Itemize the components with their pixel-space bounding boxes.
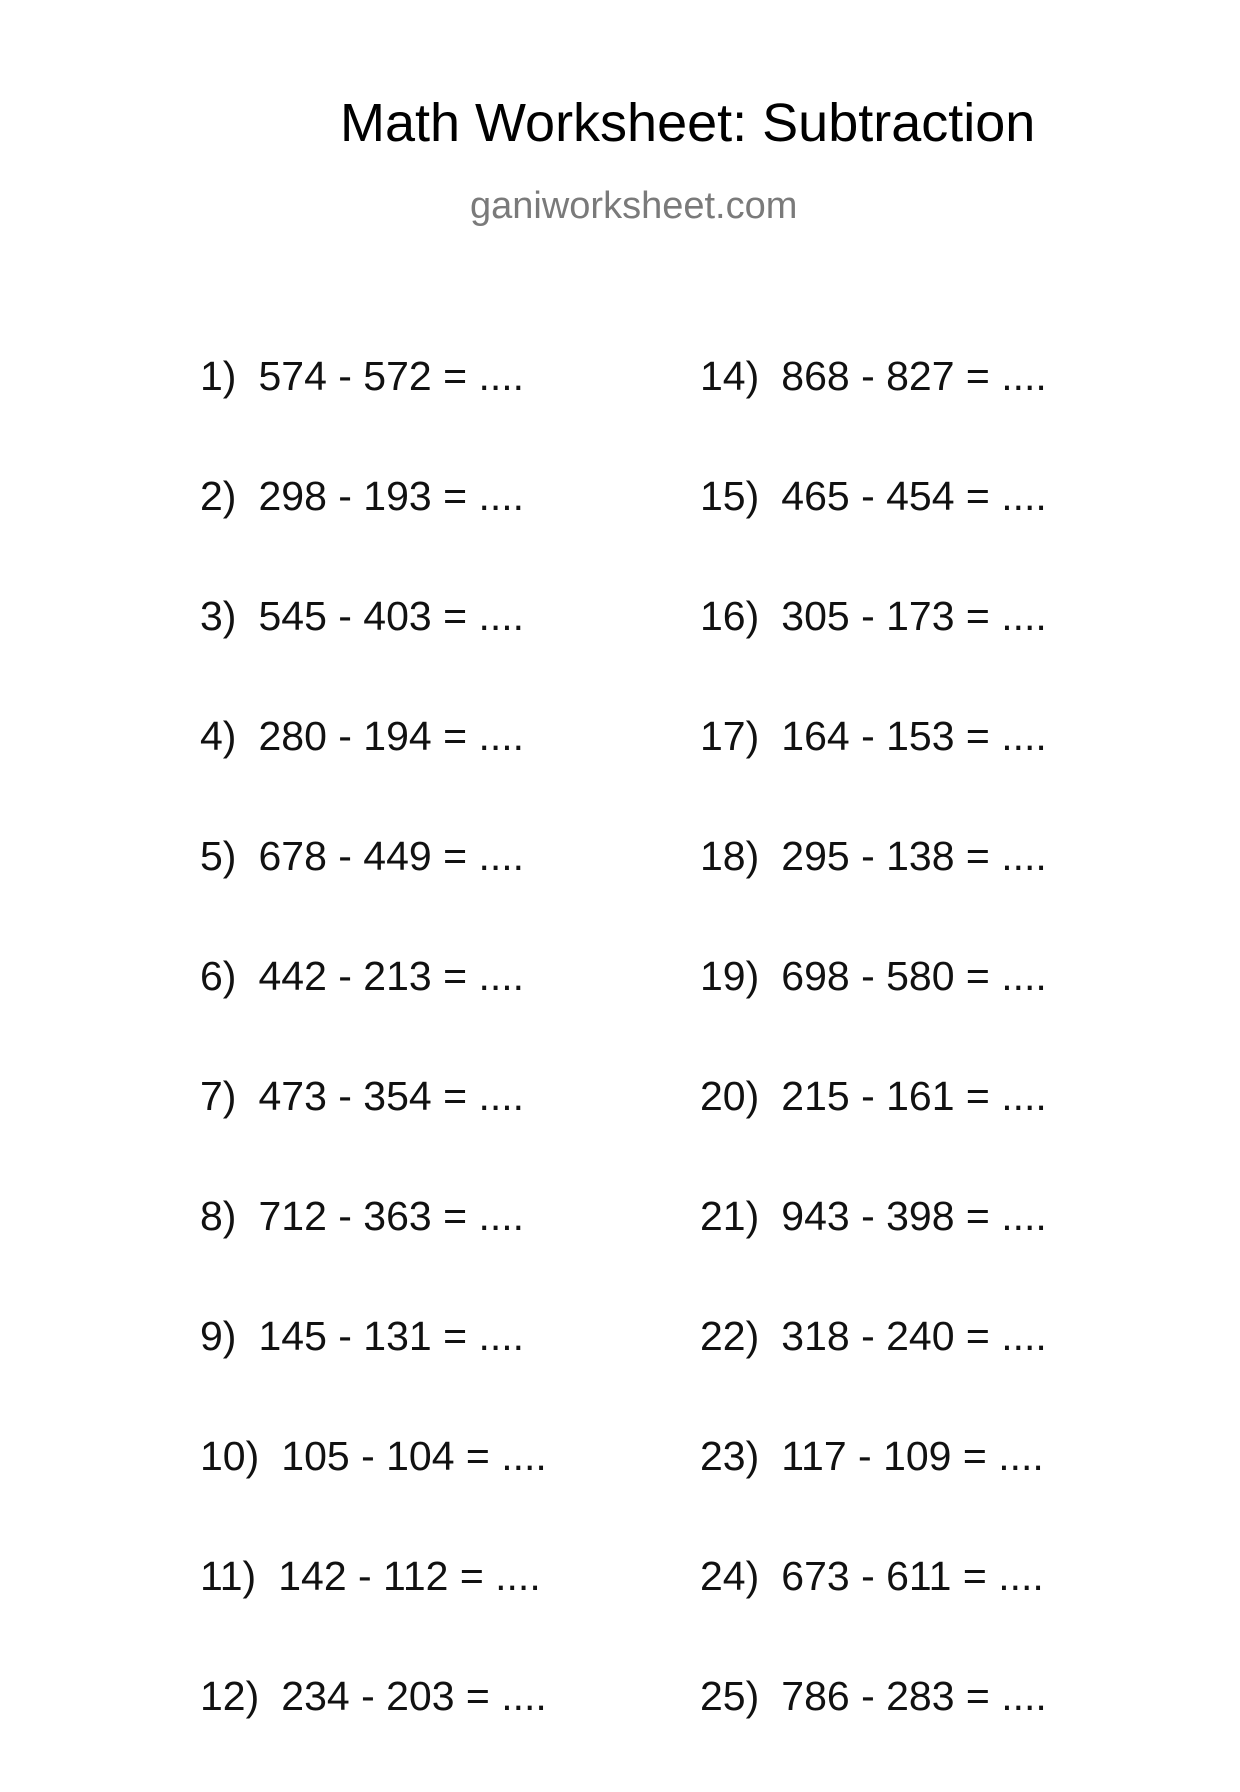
worksheet-title: Math Worksheet: Subtraction: [340, 93, 1036, 153]
problem-item: [700, 352, 1047, 472]
problem-expression: 142 - 112 = ....: [278, 1553, 541, 1599]
problem-item: [200, 712, 547, 832]
problem-number: 17): [700, 713, 760, 759]
problem-expression: 678 - 449 = ....: [258, 833, 525, 879]
problem-item: [700, 1432, 1047, 1552]
problem-number: 23): [700, 1433, 760, 1479]
problem-item: [700, 952, 1047, 1072]
problem-item: [700, 1192, 1047, 1312]
problem-item: [200, 472, 547, 592]
problem-number: 6): [200, 953, 237, 999]
problem-item: [700, 592, 1047, 712]
problem-item: [700, 832, 1047, 952]
problem-expression: 298 - 193 = ....: [258, 473, 525, 519]
problem-number: 8): [200, 1193, 237, 1239]
problem-number: 2): [200, 473, 237, 519]
problem-number: 11): [200, 1553, 257, 1599]
problem-expression: 943 - 398 = ....: [781, 1193, 1047, 1239]
problem-expression: 164 - 153 = ....: [781, 713, 1047, 759]
problem-expression: 712 - 363 = ....: [258, 1193, 525, 1239]
problem-item: [200, 1072, 547, 1192]
problem-item: [700, 1312, 1047, 1432]
problem-number: 1): [200, 353, 237, 399]
problem-item: [200, 1552, 547, 1672]
problem-number: 9): [200, 1313, 237, 1359]
problem-expression: 234 - 203 = ....: [281, 1673, 547, 1719]
problem-expression: 868 - 827 = ....: [781, 353, 1047, 399]
problem-item: [700, 1552, 1047, 1672]
problem-number: 4): [200, 713, 237, 759]
problem-number: 25): [700, 1673, 760, 1719]
problem-expression: 574 - 572 = ....: [258, 353, 525, 399]
problem-number: 3): [200, 593, 237, 639]
problems-right-column: [700, 352, 1047, 1792]
problem-number: 15): [700, 473, 760, 519]
problem-item: [200, 832, 547, 952]
problem-number: 12): [200, 1673, 260, 1719]
problem-item: [200, 952, 547, 1072]
problem-item: [200, 1432, 547, 1552]
problem-number: 24): [700, 1553, 760, 1599]
problem-expression: 215 - 161 = ....: [781, 1073, 1047, 1119]
problem-number: 14): [700, 353, 760, 399]
problem-expression: 105 - 104 = ....: [281, 1433, 547, 1479]
problem-expression: 786 - 283 = ....: [781, 1673, 1047, 1719]
problem-expression: 318 - 240 = ....: [781, 1313, 1047, 1359]
problem-item: [200, 1192, 547, 1312]
problem-expression: 145 - 131 = ....: [258, 1313, 525, 1359]
problems-left-column: [200, 352, 547, 1792]
problem-item: [200, 1672, 547, 1792]
problem-number: 16): [700, 593, 760, 639]
problem-expression: 117 - 109 = ....: [781, 1433, 1044, 1479]
problem-expression: 305 - 173 = ....: [781, 593, 1047, 639]
problem-item: [200, 592, 547, 712]
problem-item: [700, 712, 1047, 832]
problem-number: 21): [700, 1193, 760, 1239]
problem-expression: 545 - 403 = ....: [258, 593, 525, 639]
problem-expression: 465 - 454 = ....: [781, 473, 1047, 519]
worksheet-source: ganiworksheet.com: [470, 185, 798, 227]
problem-item: [200, 352, 547, 472]
problem-number: 7): [200, 1073, 237, 1119]
problem-item: [200, 1312, 547, 1432]
problem-number: 18): [700, 833, 760, 879]
problem-expression: 698 - 580 = ....: [781, 953, 1047, 999]
problem-item: [700, 1072, 1047, 1192]
problem-number: 22): [700, 1313, 760, 1359]
problem-expression: 295 - 138 = ....: [781, 833, 1047, 879]
problem-number: 20): [700, 1073, 760, 1119]
problem-expression: 442 - 213 = ....: [258, 953, 525, 999]
problem-expression: 673 - 611 = ....: [781, 1553, 1044, 1599]
problem-item: [700, 472, 1047, 592]
problem-expression: 473 - 354 = ....: [258, 1073, 525, 1119]
problem-number: 5): [200, 833, 237, 879]
problem-number: 19): [700, 953, 760, 999]
problem-item: [700, 1672, 1047, 1792]
problem-expression: 280 - 194 = ....: [258, 713, 525, 759]
problem-number: 10): [200, 1433, 260, 1479]
